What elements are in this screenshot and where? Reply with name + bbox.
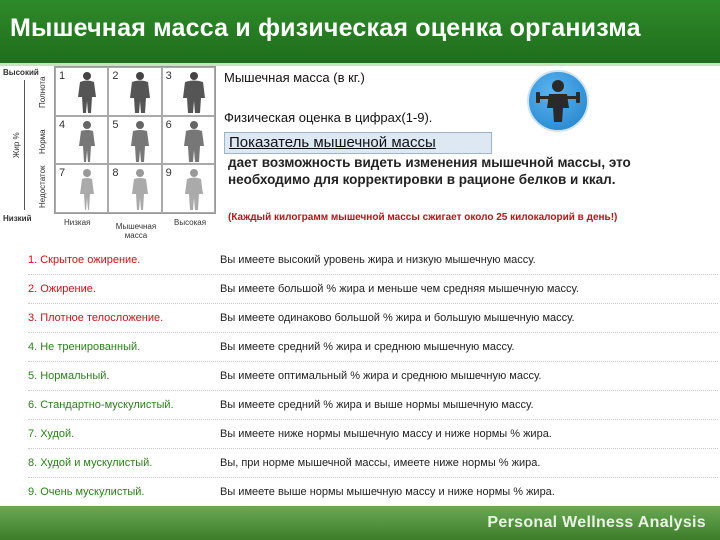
body-type-description: Вы, при норме мышечной массы, имеете ниже нормы % жира. [220, 457, 541, 469]
body-type-description: Вы имеете одинаково большой % жира и большую мышечную массу. [220, 312, 575, 324]
body-type-description: Вы имеете оптимальный % жира и среднюю мышечную массу. [220, 370, 542, 382]
row-divider [28, 448, 718, 449]
title-bar [0, 0, 720, 66]
y-axis-low-label: Низкий [3, 214, 32, 223]
body-type-description: Вы имеете высокий уровень жира и низкую мышечную массу. [220, 254, 536, 266]
body-figure-icon [76, 168, 98, 212]
list-item [28, 308, 718, 330]
cell-number: 4 [59, 118, 66, 131]
body-type-description: Вы имеете выше нормы мышечную массу и ниже нормы % жира. [220, 486, 555, 498]
y-axis-high-label: Высокий [3, 68, 39, 77]
list-item [28, 250, 718, 272]
cell-number: 1 [59, 70, 66, 82]
body-type-description: Вы имеете ниже нормы мышечную массу и ниже нормы % жира. [220, 428, 552, 440]
body-figure-icon [183, 168, 205, 212]
body-type-grid-figure [0, 66, 220, 244]
body-figure-icon [76, 71, 98, 115]
list-item [28, 366, 718, 388]
muscle-mass-info [220, 130, 716, 236]
footer-brand: Personal Wellness Analysis [487, 514, 706, 531]
body-figure-icon [129, 168, 151, 212]
body-figure-icon [76, 120, 98, 164]
body-type-grid [54, 66, 216, 214]
footer-bar [0, 506, 720, 540]
row-divider [28, 477, 718, 478]
list-item [28, 453, 718, 475]
muscle-mass-label: Мышечная масса (в кг.) [224, 70, 365, 85]
row-divider [28, 332, 718, 333]
list-item [28, 395, 718, 417]
grid-cell [162, 116, 215, 165]
row-divider [28, 390, 718, 391]
row-divider [28, 303, 718, 304]
body-figure-icon [183, 71, 205, 115]
row-divider [28, 419, 718, 420]
grid-cell [55, 67, 108, 116]
grid-cell [55, 116, 108, 165]
cell-number: 8 [112, 167, 119, 180]
row-divider [28, 274, 718, 275]
body-type-name: 6. Стандартно-мускулистый. [28, 399, 174, 411]
y-axis-title: Жир % [12, 132, 21, 158]
body-type-name: 9. Очень мускулистый. [28, 486, 145, 498]
body-type-name: 3. Плотное телосложение. [28, 312, 164, 324]
cell-number: 5 [112, 118, 119, 131]
grid-cell [162, 164, 215, 213]
info-title: Показатель мышечной массы [224, 132, 492, 154]
grid-cell [108, 164, 161, 213]
body-type-name: 4. Не тренированный. [28, 341, 141, 353]
list-item [28, 337, 718, 359]
y-axis-arrow [24, 80, 25, 210]
body-type-name: 5. Нормальный. [28, 370, 110, 382]
x-axis [54, 216, 216, 240]
info-description: дает возможность видеть изменения мышечной массы, это необходимо для корректировки в рационе белков и ккал. [228, 155, 631, 187]
y-label-shortage: Недостаток [38, 165, 47, 208]
grid-cell [162, 67, 215, 116]
physical-rating-label: Физическая оценка в цифрах(1-9). [224, 110, 433, 125]
cell-number: 2 [112, 70, 119, 82]
body-figure-icon [183, 120, 205, 164]
grid-cell [55, 164, 108, 213]
info-note: (Каждый килограмм мышечной массы сжигает около 25 килокалорий в день!) [228, 212, 618, 223]
cell-number: 6 [165, 118, 172, 131]
list-item [28, 424, 718, 446]
body-type-description: Вы имеете средний % жира и среднюю мышечную массу. [220, 341, 515, 353]
body-figure-icon [129, 120, 151, 164]
y-label-norm: Норма [38, 129, 47, 154]
body-type-name: 1. Скрытое ожирение. [28, 254, 141, 266]
page-title: Мышечная масса и физическая оценка организма [10, 14, 641, 42]
body-type-name: 8. Худой и мускулистый. [28, 457, 153, 469]
grid-cell [108, 116, 161, 165]
grid-cell [108, 67, 161, 116]
body-type-description: Вы имеете большой % жира и меньше чем средняя мышечную массу. [220, 283, 579, 295]
row-divider [28, 361, 718, 362]
cell-number: 7 [59, 167, 66, 180]
cell-number: 3 [165, 70, 172, 82]
cell-number: 9 [165, 167, 172, 180]
y-axis [0, 66, 52, 236]
list-item [28, 482, 718, 504]
body-type-name: 2. Ожирение. [28, 283, 96, 295]
y-label-fullness: Полнота [38, 76, 47, 108]
x-label-high: Высокая [174, 218, 207, 227]
body-type-name: 7. Худой. [28, 428, 75, 440]
body-figure-icon [129, 71, 151, 115]
body-type-description: Вы имеете средний % жира и выше нормы мышечную массу. [220, 399, 534, 411]
list-item [28, 279, 718, 301]
x-label-low: Низкая [64, 218, 91, 227]
dumbbell-man-icon [527, 70, 589, 132]
x-axis-title: Мышечная масса [115, 222, 157, 240]
